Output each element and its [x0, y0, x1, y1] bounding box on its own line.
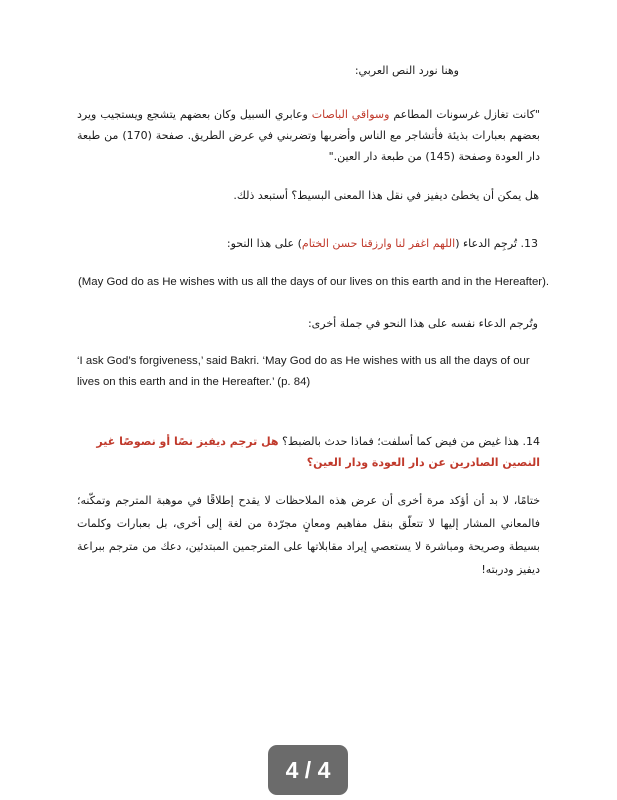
item-13	[118, 233, 538, 254]
translated-again-line: وتُرجم الدعاء نفسه على هذا النحو في جملة أخرى:	[307, 317, 538, 330]
item-14	[77, 431, 540, 473]
quote-text-end: وعابري السبيل وكان بعضهم يتشجع ويستجيب ويرد بعضهم بعبارات بذيئة فأتشاجر مع الناس وأضربها وتضربني في عرض الطريق. صفحة (170) من طبعة دار العودة وصفحة (145) من طبعة دار العين."	[77, 108, 540, 163]
item-14-prefix: 14. هذا غيض من فيض كما أسلفت؛ فماذا حدث بالضبط؟	[278, 435, 540, 448]
intro-line: وهنا نورد النص العربي:	[354, 64, 459, 77]
item-13-suffix: ) على هذا النحو:	[226, 237, 302, 250]
question-line: هل يمكن أن يخطئ ديفيز في نقل هذا المعنى البسيط؟ أستبعد ذلك.	[233, 189, 539, 202]
page-indicator-badge: 4 / 4	[268, 745, 348, 795]
arabic-quote	[77, 104, 540, 167]
item-14-question: هل ترجم ديفيز نصًا أو نصوصًا غير النصين الصادرين عن دار العودة ودار العين؟	[96, 435, 540, 469]
english-translation-2: ‘I ask God’s forgiveness,’ said Bakri. ‘May God do as He wishes with us all the days of our lives on this earth and in the Hereafter.’ (p. 84)	[77, 355, 530, 388]
item-13-prefix: 13. تُرجِم الدعاء (	[455, 237, 538, 250]
quote-highlight: وسواقي الباصات	[311, 108, 390, 121]
conclusion-paragraph: ختامًا، لا بد أن أؤكد مرة أخرى أن عرض هذه الملاحظات لا يقدح إطلاقًا في موهبة المترجم وتمكّنه؛ فالمعاني المشار إليها لا تتعلّق بنقل مفاهيم ومعانٍ مجرّدة من لغة إلى أخرى، بل بعبارات وكلمات بسيطة وصريحة ومباشرة لا يستعصي إيراد مقابلاتها على المترجمين المبتدئين، دعك من مترجم ببراعة ديفيز ودربته!	[77, 494, 540, 576]
english-translation-1: (May God do as He wishes with us all the days of our lives on this earth and in the Hereafter).	[78, 276, 550, 288]
item-13-prayer: اللهم اغفر لنا وارزقنا حسن الختام	[301, 237, 456, 250]
quote-text-start: "كانت تغازل غرسونات المطاعم	[389, 108, 540, 121]
